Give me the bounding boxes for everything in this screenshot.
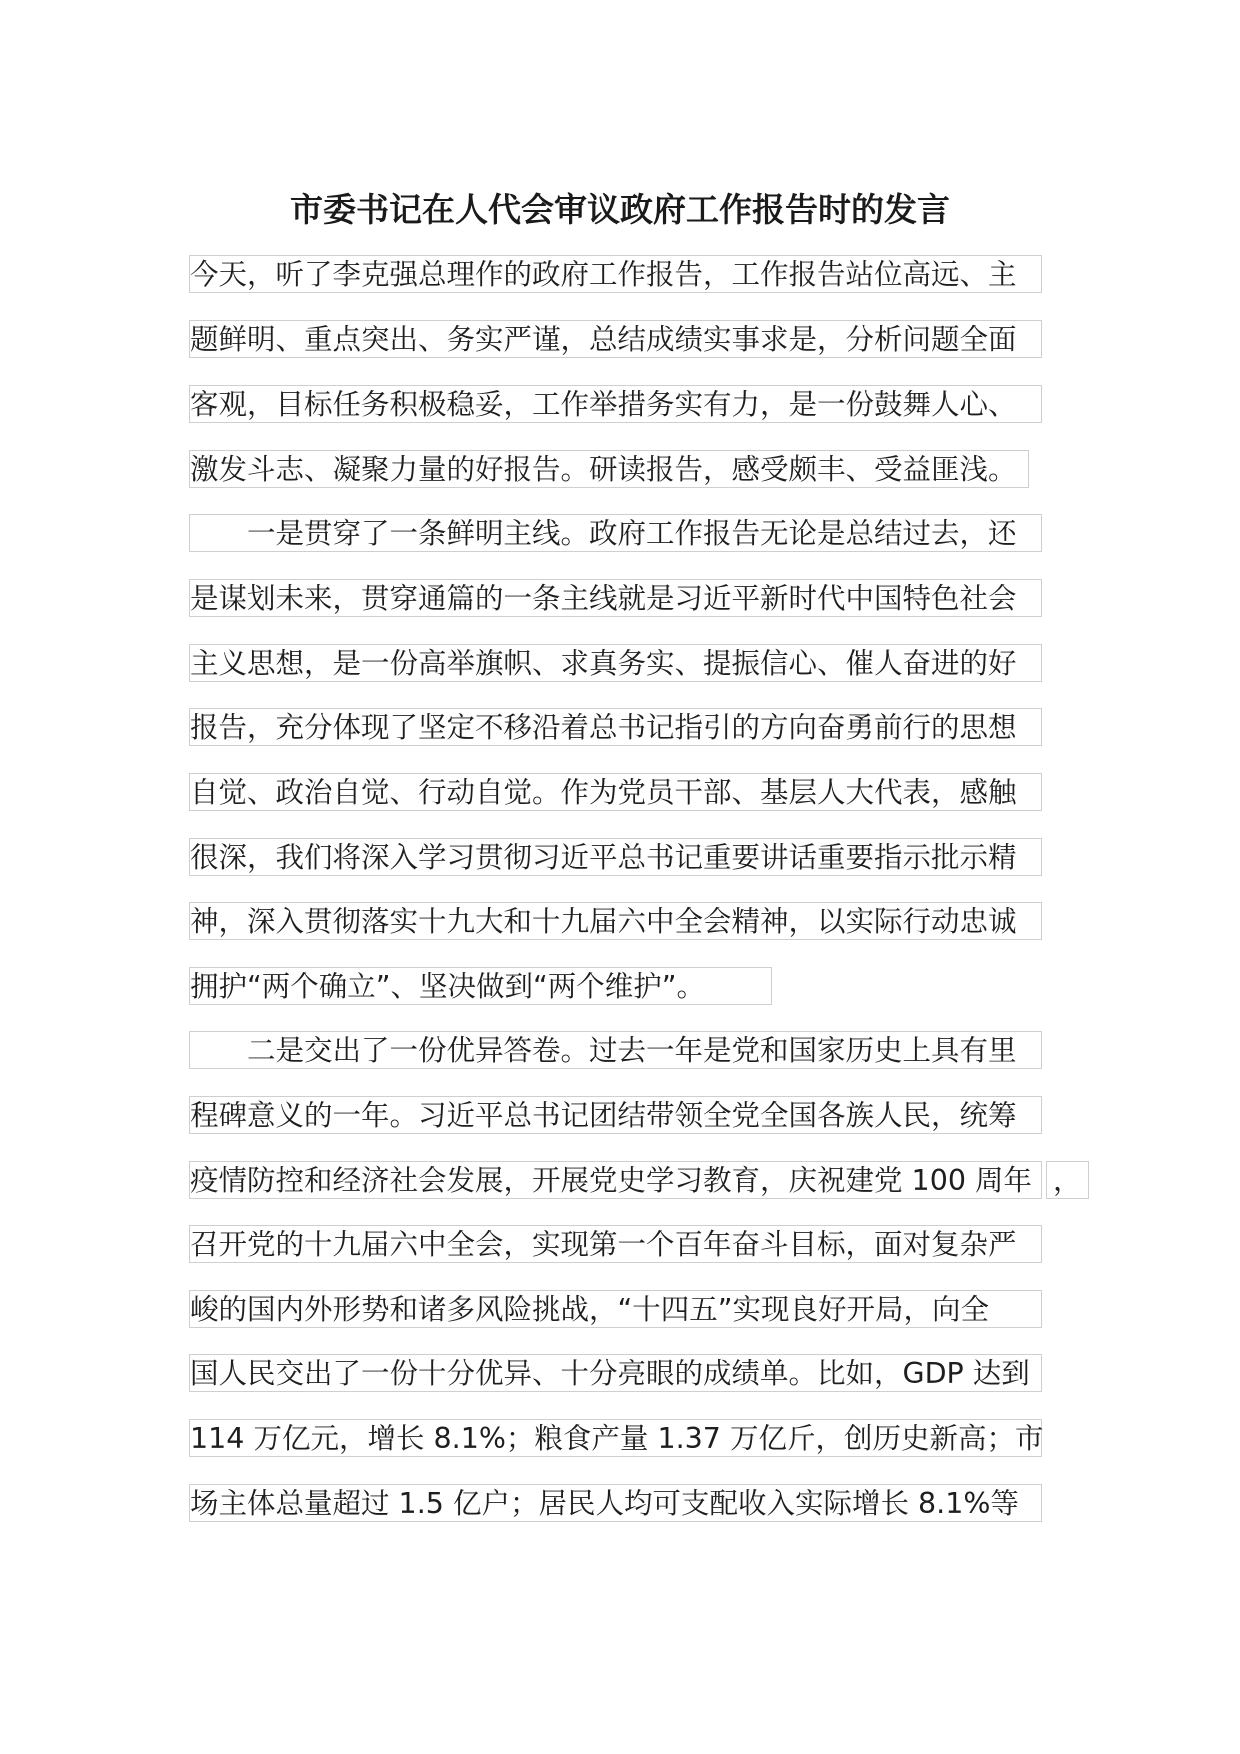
document-title: 市委书记在人代会审议政府工作报告时的发言 — [290, 190, 950, 229]
text-line: 神，深入贯彻落实十九大和十九届六中全会精神，以实际行动忠诚 — [189, 902, 1042, 940]
text-line: 客观，目标任务积极稳妥，工作举措务实有力，是一份鼓舞人心、 — [189, 385, 1042, 423]
text-line: 主义思想，是一份高举旗帜、求真务实、提振信心、催人奋进的好 — [189, 644, 1042, 682]
text-line: 召开党的十九届六中全会，实现第一个百年奋斗目标，面对复杂严 — [189, 1225, 1042, 1263]
text-line: 程碑意义的一年。习近平总书记团结带领全党全国各族人民，统筹 — [189, 1096, 1042, 1134]
text-line: 拥护“两个确立”、坚决做到“两个维护”。 — [189, 967, 772, 1005]
text-line: 场主体总量超过 1.5 亿户；居民人均可支配收入实际增长 8.1%等 — [189, 1484, 1042, 1522]
text-line: 峻的国内外形势和诸多风险挑战，“十四五”实现良好开局，向全 — [189, 1290, 1042, 1328]
text-line-tail: ， — [1046, 1161, 1089, 1199]
paragraph-start-line: 一是贯穿了一条鲜明主线。政府工作报告无论是总结过去，还 — [189, 514, 1042, 552]
text-line: 很深，我们将深入学习贯彻习近平总书记重要讲话重要指示批示精 — [189, 838, 1042, 876]
paragraph-start-line: 二是交出了一份优异答卷。过去一年是党和国家历史上具有里 — [189, 1031, 1042, 1069]
text-line: 114 万亿元，增长 8.1%；粮食产量 1.37 万亿斤，创历史新高；市 — [189, 1419, 1042, 1457]
text-line: 是谋划未来，贯穿通篇的一条主线就是习近平新时代中国特色社会 — [189, 579, 1042, 617]
text-line: 报告，充分体现了坚定不移沿着总书记指引的方向奋勇前行的思想 — [189, 708, 1042, 746]
text-line: 疫情防控和经济社会发展，开展党史学习教育，庆祝建党 100 周年 — [189, 1161, 1042, 1199]
text-line: 自觉、政治自觉、行动自觉。作为党员干部、基层人大代表，感触 — [189, 773, 1042, 811]
text-line: 题鲜明、重点突出、务实严谨，总结成绩实事求是，分析问题全面 — [189, 320, 1042, 358]
text-line: 国人民交出了一份十分优异、十分亮眼的成绩单。比如，GDP 达到 — [189, 1354, 1042, 1392]
text-line: 今天，听了李克强总理作的政府工作报告，工作报告站位高远、主 — [189, 255, 1042, 293]
text-line: 激发斗志、凝聚力量的好报告。研读报告，感受颇丰、受益匪浅。 — [189, 450, 1029, 488]
